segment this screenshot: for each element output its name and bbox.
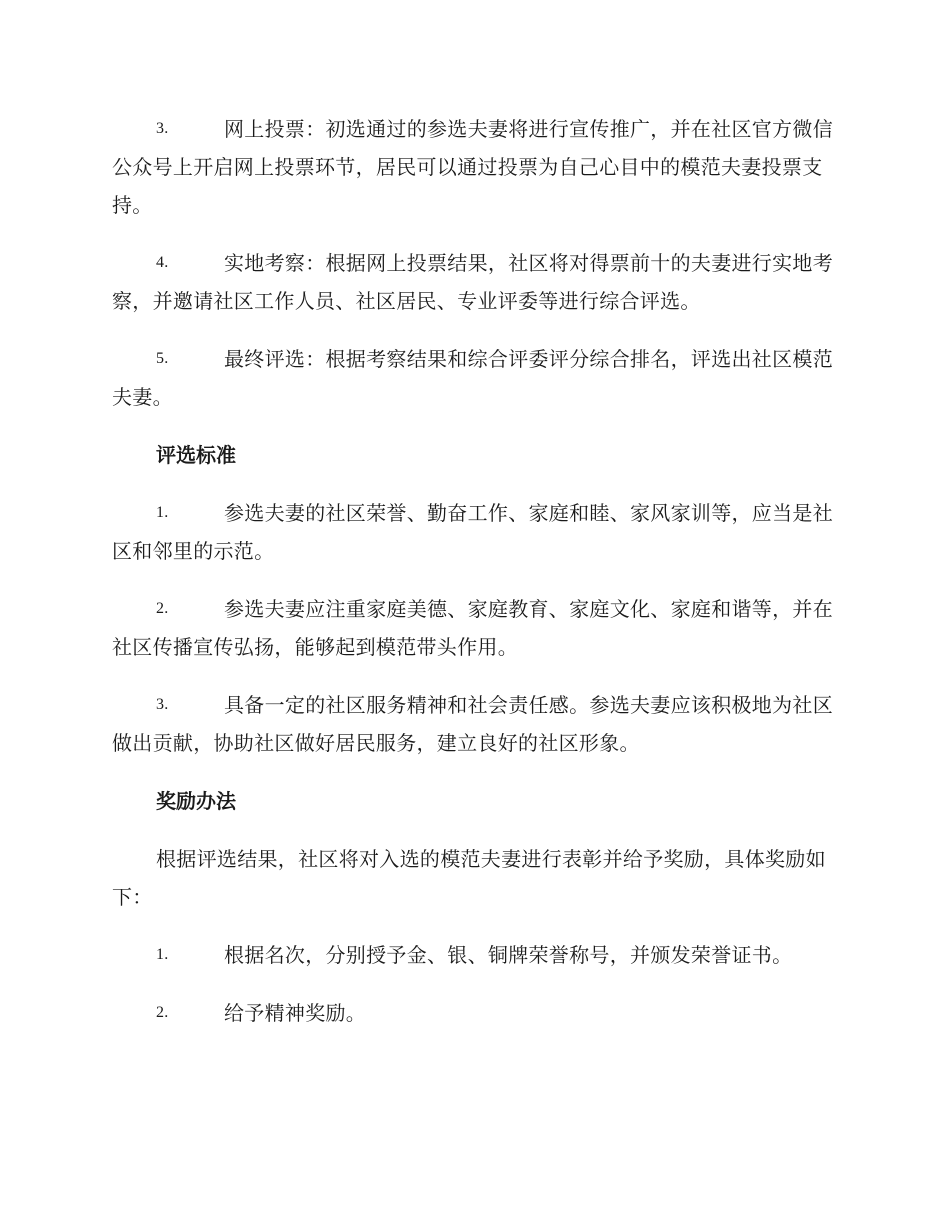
list-text: 参选夫妻的社区荣誉、勤奋工作、家庭和睦、家风家训等，应当是社区和邻里的示范。 xyxy=(112,501,833,563)
list-item xyxy=(112,686,834,762)
list-item xyxy=(112,110,834,224)
list-number: 3. xyxy=(156,120,169,137)
document-content xyxy=(112,110,834,1052)
rewards-intro-paragraph: 根据评选结果，社区将对入选的模范夫妻进行表彰并给予奖励，具体奖励如下： xyxy=(112,847,826,909)
list-number: 3. xyxy=(156,696,169,713)
list-text: 最终评选：根据考察结果和综合评委评分综合排名，评选出社区模范夫妻。 xyxy=(112,347,833,409)
list-item xyxy=(112,994,834,1032)
list-number: 4. xyxy=(156,254,169,271)
list-number: 5. xyxy=(156,350,169,367)
list-text: 实地考察：根据网上投票结果，社区将对得票前十的夫妻进行实地考察，并邀请社区工作人员、社区居民、专业评委等进行综合评选。 xyxy=(112,251,833,313)
list-number: 1. xyxy=(156,946,169,963)
list-item xyxy=(112,590,834,666)
list-number: 1. xyxy=(156,504,169,521)
list-text: 给予精神奖励。 xyxy=(224,1001,367,1025)
list-text: 网上投票：初选通过的参选夫妻将进行宣传推广，并在社区官方微信公众号上开启网上投票环节，居民可以通过投票为自己心目中的模范夫妻投票支持。 xyxy=(112,117,833,217)
list-item xyxy=(112,936,834,974)
list-text: 具备一定的社区服务精神和社会责任感。参选夫妻应该积极地为社区做出贡献，协助社区做好居民服务，建立良好的社区形象。 xyxy=(112,693,833,755)
section-heading-criteria: 评选标准 xyxy=(156,443,236,467)
list-text: 根据名次，分别授予金、银、铜牌荣誉称号，并颁发荣誉证书。 xyxy=(224,943,793,967)
list-item xyxy=(112,494,834,570)
list-item xyxy=(112,244,834,320)
list-number: 2. xyxy=(156,600,169,617)
section-heading-rewards: 奖励办法 xyxy=(156,789,236,813)
list-number: 2. xyxy=(156,1004,169,1021)
list-item xyxy=(112,340,834,416)
list-text: 参选夫妻应注重家庭美德、家庭教育、家庭文化、家庭和谐等，并在社区传播宣传弘扬，能够起到模范带头作用。 xyxy=(112,597,833,659)
